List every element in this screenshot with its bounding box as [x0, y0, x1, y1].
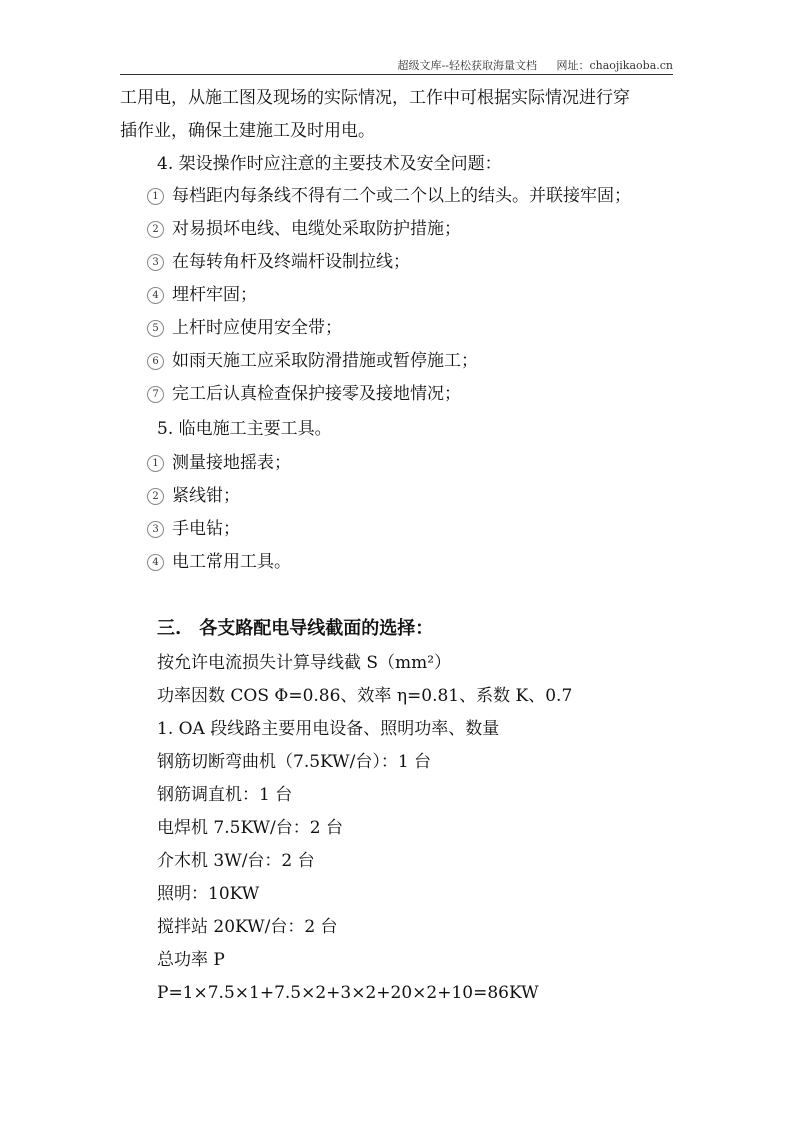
section-5-item	[147, 451, 291, 475]
section-3-title: 各支路配电导线截面的选择：	[199, 618, 434, 639]
item-text: 紧线钳；	[172, 486, 240, 506]
formula-line: P=1×7.5×1+7.5×2+3×2+20×2+10=86KW	[157, 983, 539, 1003]
item-text: 在每转角杆及终端杆设制拉线；	[172, 252, 410, 272]
body-line: 电焊机 7.5KW/台：2 台	[157, 818, 343, 838]
item-number-badge: 3	[147, 521, 164, 538]
body-line: 按允许电流损失计算导线截 S（mm²）	[157, 653, 452, 673]
item-number-badge: 6	[147, 353, 164, 370]
item-text: 对易损坏电线、电缆处采取防护措施；	[172, 219, 461, 239]
item-text: 每档距内每条线不得有二个或二个以上的结头。并联接牢固；	[172, 186, 631, 206]
item-text: 如雨天施工应采取防滑措施或暂停施工；	[172, 351, 478, 371]
item-number-badge: 2	[147, 221, 164, 238]
section-4-item	[147, 217, 461, 241]
section-5-title: 5. 临电施工主要工具。	[157, 419, 332, 439]
item-number-badge: 4	[147, 287, 164, 304]
item-text: 手电钻；	[172, 519, 240, 539]
item-text: 测量接地摇表；	[172, 453, 291, 473]
header-divider	[120, 74, 673, 75]
item-text: 上杆时应使用安全带；	[172, 318, 342, 338]
body-line: 照明：10KW	[157, 884, 260, 904]
section-4-item	[147, 382, 461, 406]
intro-line-2: 插作业，确保土建施工及时用电。	[120, 121, 375, 141]
body-line: 总功率 P	[157, 950, 225, 970]
section-4-item	[147, 316, 342, 340]
section-3-number: 三.	[157, 618, 182, 639]
item-number-badge: 5	[147, 320, 164, 337]
header-url: 网址：chaojikaoba.cn	[556, 59, 673, 72]
body-line: 搅拌站 20KW/台：2 台	[157, 917, 338, 937]
item-number-badge: 1	[147, 455, 164, 472]
item-text: 埋杆牢固；	[172, 285, 257, 305]
section-5-item	[147, 517, 240, 541]
section-4-item	[147, 250, 410, 274]
body-line: 钢筋切断弯曲机（7.5KW/台）：1 台	[157, 752, 432, 772]
item-number-badge: 4	[147, 554, 164, 571]
item-text: 电工常用工具。	[172, 552, 291, 572]
section-4-item	[147, 184, 631, 208]
body-line: 1. OA 段线路主要用电设备、照明功率、数量	[157, 719, 500, 739]
intro-line-1: 工用电，从施工图及现场的实际情况，工作中可根据实际情况进行穿	[120, 88, 630, 108]
section-4-title: 4. 架设操作时应注意的主要技术及安全问题：	[157, 154, 502, 174]
item-number-badge: 7	[147, 386, 164, 403]
page-header	[398, 57, 673, 73]
item-number-badge: 3	[147, 254, 164, 271]
body-line: 功率因数 COS Φ=0.86、效率 η=0.81、系数 K、0.7	[157, 686, 573, 706]
item-number-badge: 1	[147, 188, 164, 205]
section-5-item	[147, 550, 291, 574]
item-number-badge: 2	[147, 488, 164, 505]
body-line: 钢筋调直机：1 台	[157, 785, 293, 805]
header-site-name: 超级文库--轻松获取海量文档	[397, 59, 537, 72]
body-line: 介木机 3W/台：2 台	[157, 851, 315, 871]
section-5-item	[147, 484, 240, 508]
section-3-heading	[157, 617, 433, 641]
section-4-item	[147, 283, 257, 307]
item-text: 完工后认真检查保护接零及接地情况；	[172, 384, 461, 404]
section-4-item	[147, 349, 478, 373]
